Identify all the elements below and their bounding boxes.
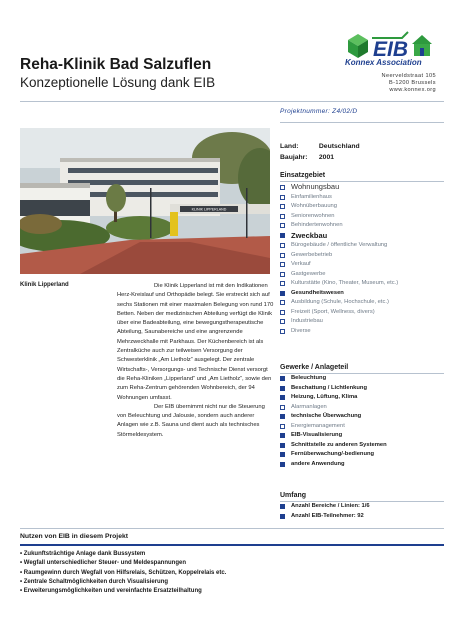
checkbox-item [280,231,398,242]
nutzen-item: • Zukunftsträchtige Anlage dank Bussystem [20,551,146,557]
checkbox-label: Kulturstätte (Kino, Theater, Museum, etc.) [291,280,399,286]
checkbox-item [280,450,387,460]
divider [20,101,444,102]
gewerke-list [280,374,387,469]
eib-logo [342,26,438,78]
photo-caption: Klinik Lipperland [20,282,69,288]
checkbox-item [280,327,398,337]
address-url: www.konnex.org [389,87,436,94]
checkbox-item [280,260,398,270]
fact-label: Baujahr: [280,153,308,161]
body-paragraph: Der EIB übernimmt nicht nur die Steuerung von Beleuchtung und Jalousie, sondern auch anderer Anlagen wie z.B. Sauna und dient auch als technisches Störmeldesystem. [117,403,265,438]
checkbox-label: Zweckbau [291,230,328,240]
page-subtitle: Konzeptionelle Lösung dank EIB [20,75,216,90]
checkbox-item [280,422,387,432]
checkbox-label: Freizeit (Sport, Wellness, divers) [291,308,375,315]
unchecked-box-icon [280,204,285,209]
house-icon [412,35,432,56]
nutzen-heading: Nutzen von EIB in diesem Projekt [20,533,129,540]
checkbox-label: Gewerbebetrieb [291,251,333,258]
address-line: Neerveldstraat 105 [381,73,436,79]
checkbox-label: Beleuchtung [291,375,327,381]
checkbox-item [280,298,398,308]
umfang-list [280,502,370,521]
nutzen-item: • Wegfall unterschiedlicher Steuer- und Meldespannungen [20,560,187,567]
fact-label: Land: [280,143,299,150]
checked-box-icon [280,462,285,467]
fact-value: Deutschland [318,143,360,150]
divider [280,122,444,123]
checkbox-label: Bürogebäude / öffentliche Verwaltung [291,242,388,248]
unchecked-box-icon [280,214,285,219]
checkbox-item [280,251,398,261]
checked-box-icon [280,514,285,519]
checkbox-item [280,403,387,413]
address-line: B-1200 Brussels [388,80,436,87]
unchecked-box-icon [280,424,285,429]
unchecked-box-icon [280,405,285,410]
body-text [117,282,274,440]
checkbox-item [280,182,398,193]
umfang-heading: Umfang [280,492,307,499]
checkbox-label: Anzahl EIB-Teilnehmer: 92 [291,512,364,519]
checkbox-label: Schnittstelle zu anderen Systemen [291,441,387,448]
checkbox-item [280,441,387,451]
checkbox-label: Energiemanagement [291,422,345,429]
fact-value: 2001 [318,153,335,161]
checked-box-icon [280,376,285,381]
checkbox-label: Fernüberwachung/-bedienung [291,451,375,457]
body-paragraph: Die Klinik Lipperland ist mit den Indikationen Herz-Kreislauf und Orthopädie belegt. Sie erstreckt sich auf sechs Stationen mit einer maximalen Belegung von rund 170 Betten. Neben der medizinischen Abteilung verfügt die Klinik über eine Badeabteilung, eine bewegungstherapeutische Abteilung, Saunabereiche und eine angrenzende Mehrzweckhalle mit Parkhaus. Der Küchenbereich ist als Zentralküche auch zur teilweisen Versorgung der Schwesterklinik „Am Lietholz“ ausgelegt. Der zentrale Wirtschafts-, Versorgungs- und Technische Dienst versorgt die Reha-Kliniken „Lipperland“ und „Am Lietholz“, sowie den zum Reha-Zentrum gehörenden Wohnbereich, der 94 Wohnungen umfasst. [117,283,274,401]
checked-box-icon [280,452,285,457]
checked-box-icon [280,433,285,438]
checkbox-item [280,270,398,280]
einsatzgebiet-list [280,182,398,336]
checkbox-item [280,308,398,318]
checkbox-label: Diverse [291,327,311,334]
checkbox-item [280,317,398,327]
unchecked-box-icon [280,243,285,248]
checkbox-item [280,374,387,384]
unchecked-box-icon [280,272,285,277]
checked-box-icon [280,504,285,509]
checkbox-label: Heizung, Lüftung, Klima [291,394,358,400]
checkbox-item [280,289,398,299]
checkbox-label: Gesundheitswesen [291,289,344,296]
checkbox-item [280,241,398,251]
checkbox-item [280,431,387,441]
checkbox-item [280,221,398,231]
unchecked-box-icon [280,310,285,315]
checkbox-item [280,502,370,512]
checked-box-icon [280,414,285,419]
checkbox-label: Anzahl Bereiche / Linien: 1/6 [291,503,370,509]
eib-logo-text: EIB [373,38,409,61]
unchecked-box-icon [280,185,285,190]
checkbox-label: Gastgewerbe [291,270,326,277]
checkbox-item [280,212,398,222]
checkbox-label: Wohnüberbauung [291,203,337,209]
divider [20,528,444,529]
checkbox-item [280,412,387,422]
checked-box-icon [280,233,285,238]
checkbox-item [280,279,398,289]
unchecked-box-icon [280,195,285,200]
fact-baujahr [280,153,360,164]
association-name: Konnex Association [345,58,422,67]
unchecked-box-icon [280,329,285,334]
checkbox-label: Ausbildung (Schule, Hochschule, etc.) [291,299,389,305]
fact-land [280,142,360,153]
sign-text: KLINIK LIPPERLAND [191,207,227,212]
einsatzgebiet-heading: Einsatzgebiet [280,172,326,179]
checkbox-label: Verkauf [291,261,311,267]
checked-box-icon [280,395,285,400]
checkbox-item [280,393,387,403]
checkbox-label: Behindertenwohnen [291,222,343,228]
project-number: Projektnummer: Z4/02/D [280,108,358,115]
unchecked-box-icon [280,262,285,267]
checkbox-label: Seniorenwohnen [291,212,335,219]
checkbox-label: Wohnungsbau [291,182,340,191]
nutzen-item: • Zentrale Schaltmöglichkeiten durch Visualisierung [20,578,169,585]
page-title: Reha-Klinik Bad Salzuflen [20,56,212,73]
unchecked-box-icon [280,281,285,286]
checkbox-item [280,512,370,522]
checkbox-label: Alarmanlagen [291,403,327,410]
checkbox-label: Einfamilienhaus [291,193,332,200]
nutzen-list [20,550,226,596]
building-photo [20,128,270,274]
checkbox-item [280,193,398,203]
divider [20,544,444,546]
nutzen-item: • Erweiterungsmöglichkeiten und vereinfachte Ersatzteilhaltung [20,588,202,595]
cube-icon [348,34,368,58]
nutzen-item: • Raumgewinn durch Wegfall von Hilfsrelais, Schützen, Koppelrelais etc. [20,569,227,576]
checkbox-label: EIB-Visualisierung [291,432,343,438]
unchecked-box-icon [280,223,285,228]
checkbox-item [280,460,387,470]
checked-box-icon [280,291,285,296]
project-facts [280,142,360,163]
unchecked-box-icon [280,319,285,324]
checkbox-label: Beschattung / Lichtlenkung [291,384,368,391]
unchecked-box-icon [280,300,285,305]
checkbox-label: Industriebau [291,318,323,324]
unchecked-box-icon [280,253,285,258]
address-block [382,73,436,95]
gewerke-heading: Gewerke / Anlageteil [280,364,349,371]
checkbox-label: andere Anwendung [291,460,345,467]
checked-box-icon [280,443,285,448]
checkbox-item [280,384,387,394]
checkbox-item [280,202,398,212]
checkbox-label: technische Überwachung [291,413,362,419]
checked-box-icon [280,386,285,391]
